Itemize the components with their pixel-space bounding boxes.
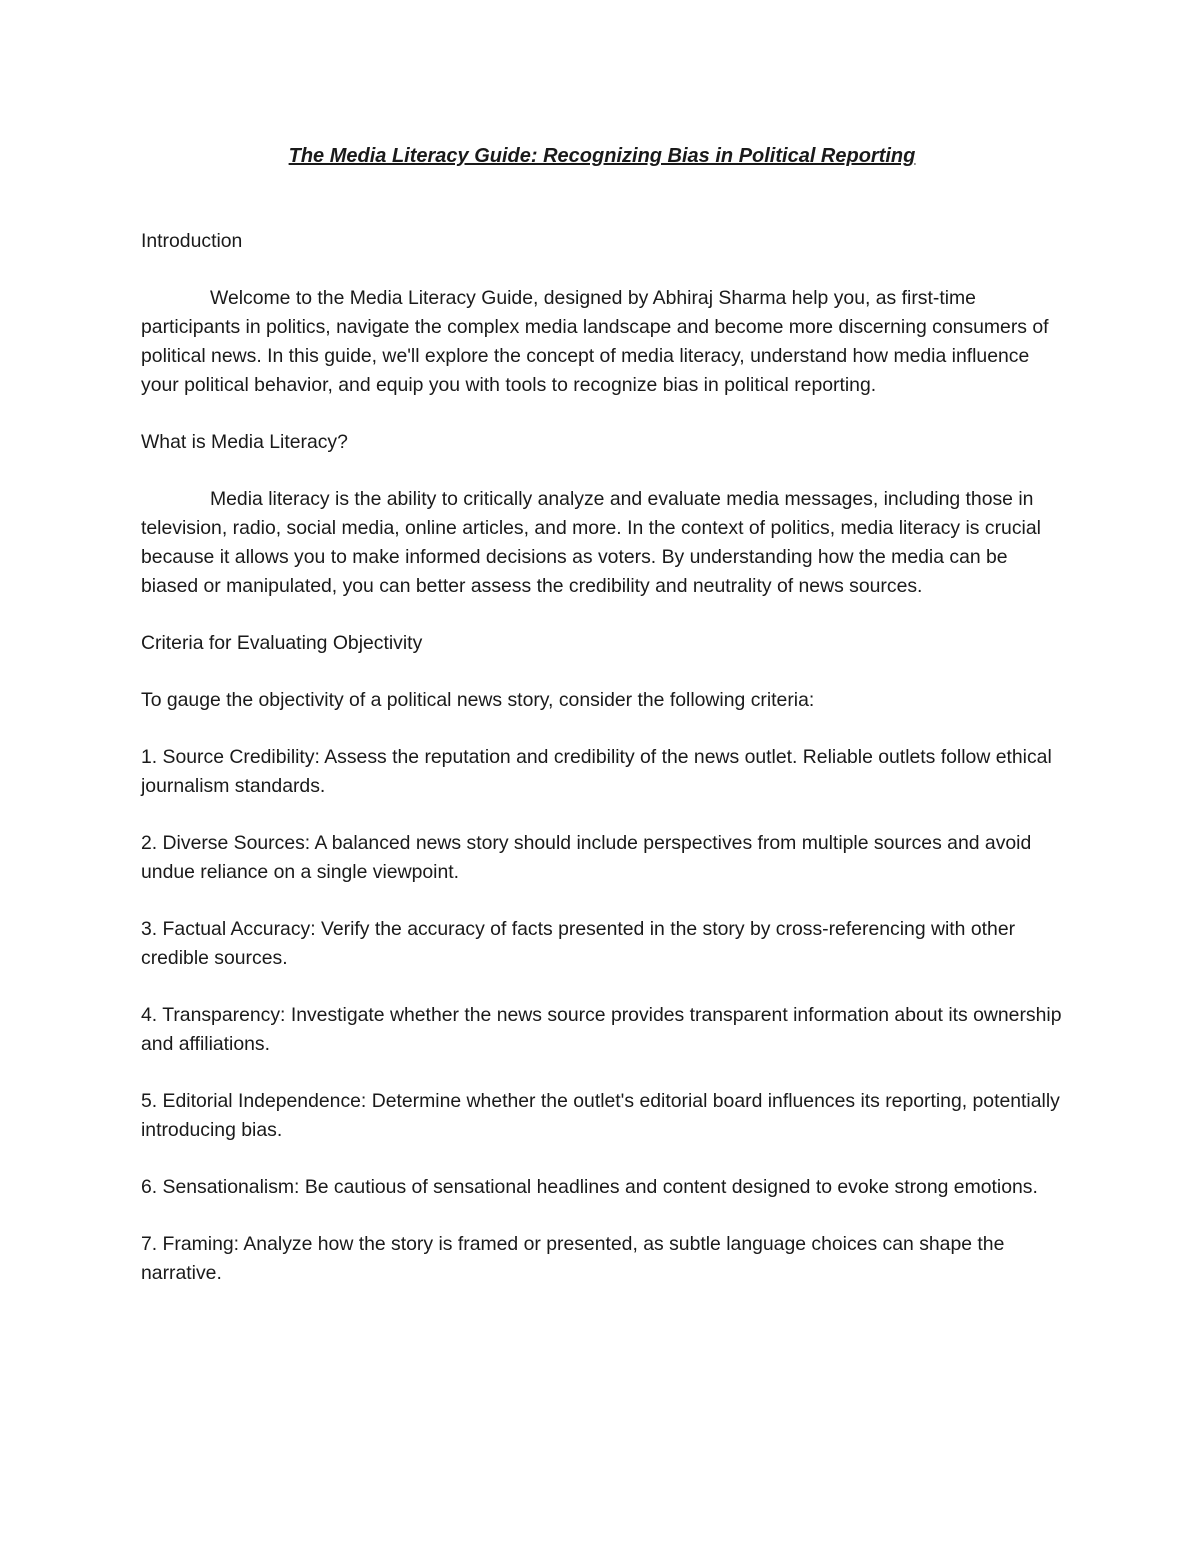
media-literacy-paragraph: Media literacy is the ability to critically analyze and evaluate media messages, including those in television, radio, social media, online articles, and more. In the context of politics, media literacy is crucial because it allows you to make informed decisions as voters. By understanding how the media can be biased or manipulated, you can better assess the credibility and neutrality of news sources. — [141, 488, 1041, 597]
criteria-item-sensationalism: 6. Sensationalism: Be cautious of sensational headlines and content designed to evoke strong emotions. — [141, 1176, 1038, 1198]
introduction-heading: Introduction — [141, 230, 243, 252]
document-body — [141, 140, 1063, 1316]
criteria-item-source-credibility: 1. Source Credibility: Assess the reputation and credibility of the news outlet. Reliable outlets follow ethical journalism standards. — [141, 746, 1052, 797]
criteria-intro: To gauge the objectivity of a political news story, consider the following criteria: — [141, 689, 815, 711]
document-title: The Media Literacy Guide: Recognizing Bias in Political Reporting — [288, 145, 916, 167]
criteria-heading: Criteria for Evaluating Objectivity — [141, 632, 423, 654]
criteria-item-framing: 7. Framing: Analyze how the story is framed or presented, as subtle language choices can shape the narrative. — [141, 1233, 1005, 1284]
media-literacy-heading: What is Media Literacy? — [141, 431, 348, 453]
criteria-item-factual-accuracy: 3. Factual Accuracy: Verify the accuracy of facts presented in the story by cross-referencing with other credible sources. — [141, 918, 1016, 969]
criteria-item-diverse-sources: 2. Diverse Sources: A balanced news story should include perspectives from multiple sources and avoid undue reliance on a single viewpoint. — [141, 832, 1032, 883]
criteria-item-transparency: 4. Transparency: Investigate whether the news source provides transparent information about its ownership and affiliations. — [141, 1004, 1062, 1055]
introduction-paragraph: Welcome to the Media Literacy Guide, designed by Abhiraj Sharma help you, as first-time participants in politics, navigate the complex media landscape and become more discerning consumers of political news. In this guide, we'll explore the concept of media literacy, understand how media influence your political behavior, and equip you with tools to recognize bias in political reporting. — [141, 287, 1049, 396]
criteria-item-editorial-independence: 5. Editorial Independence: Determine whether the outlet's editorial board influences its reporting, potentially introducing bias. — [141, 1090, 1060, 1141]
